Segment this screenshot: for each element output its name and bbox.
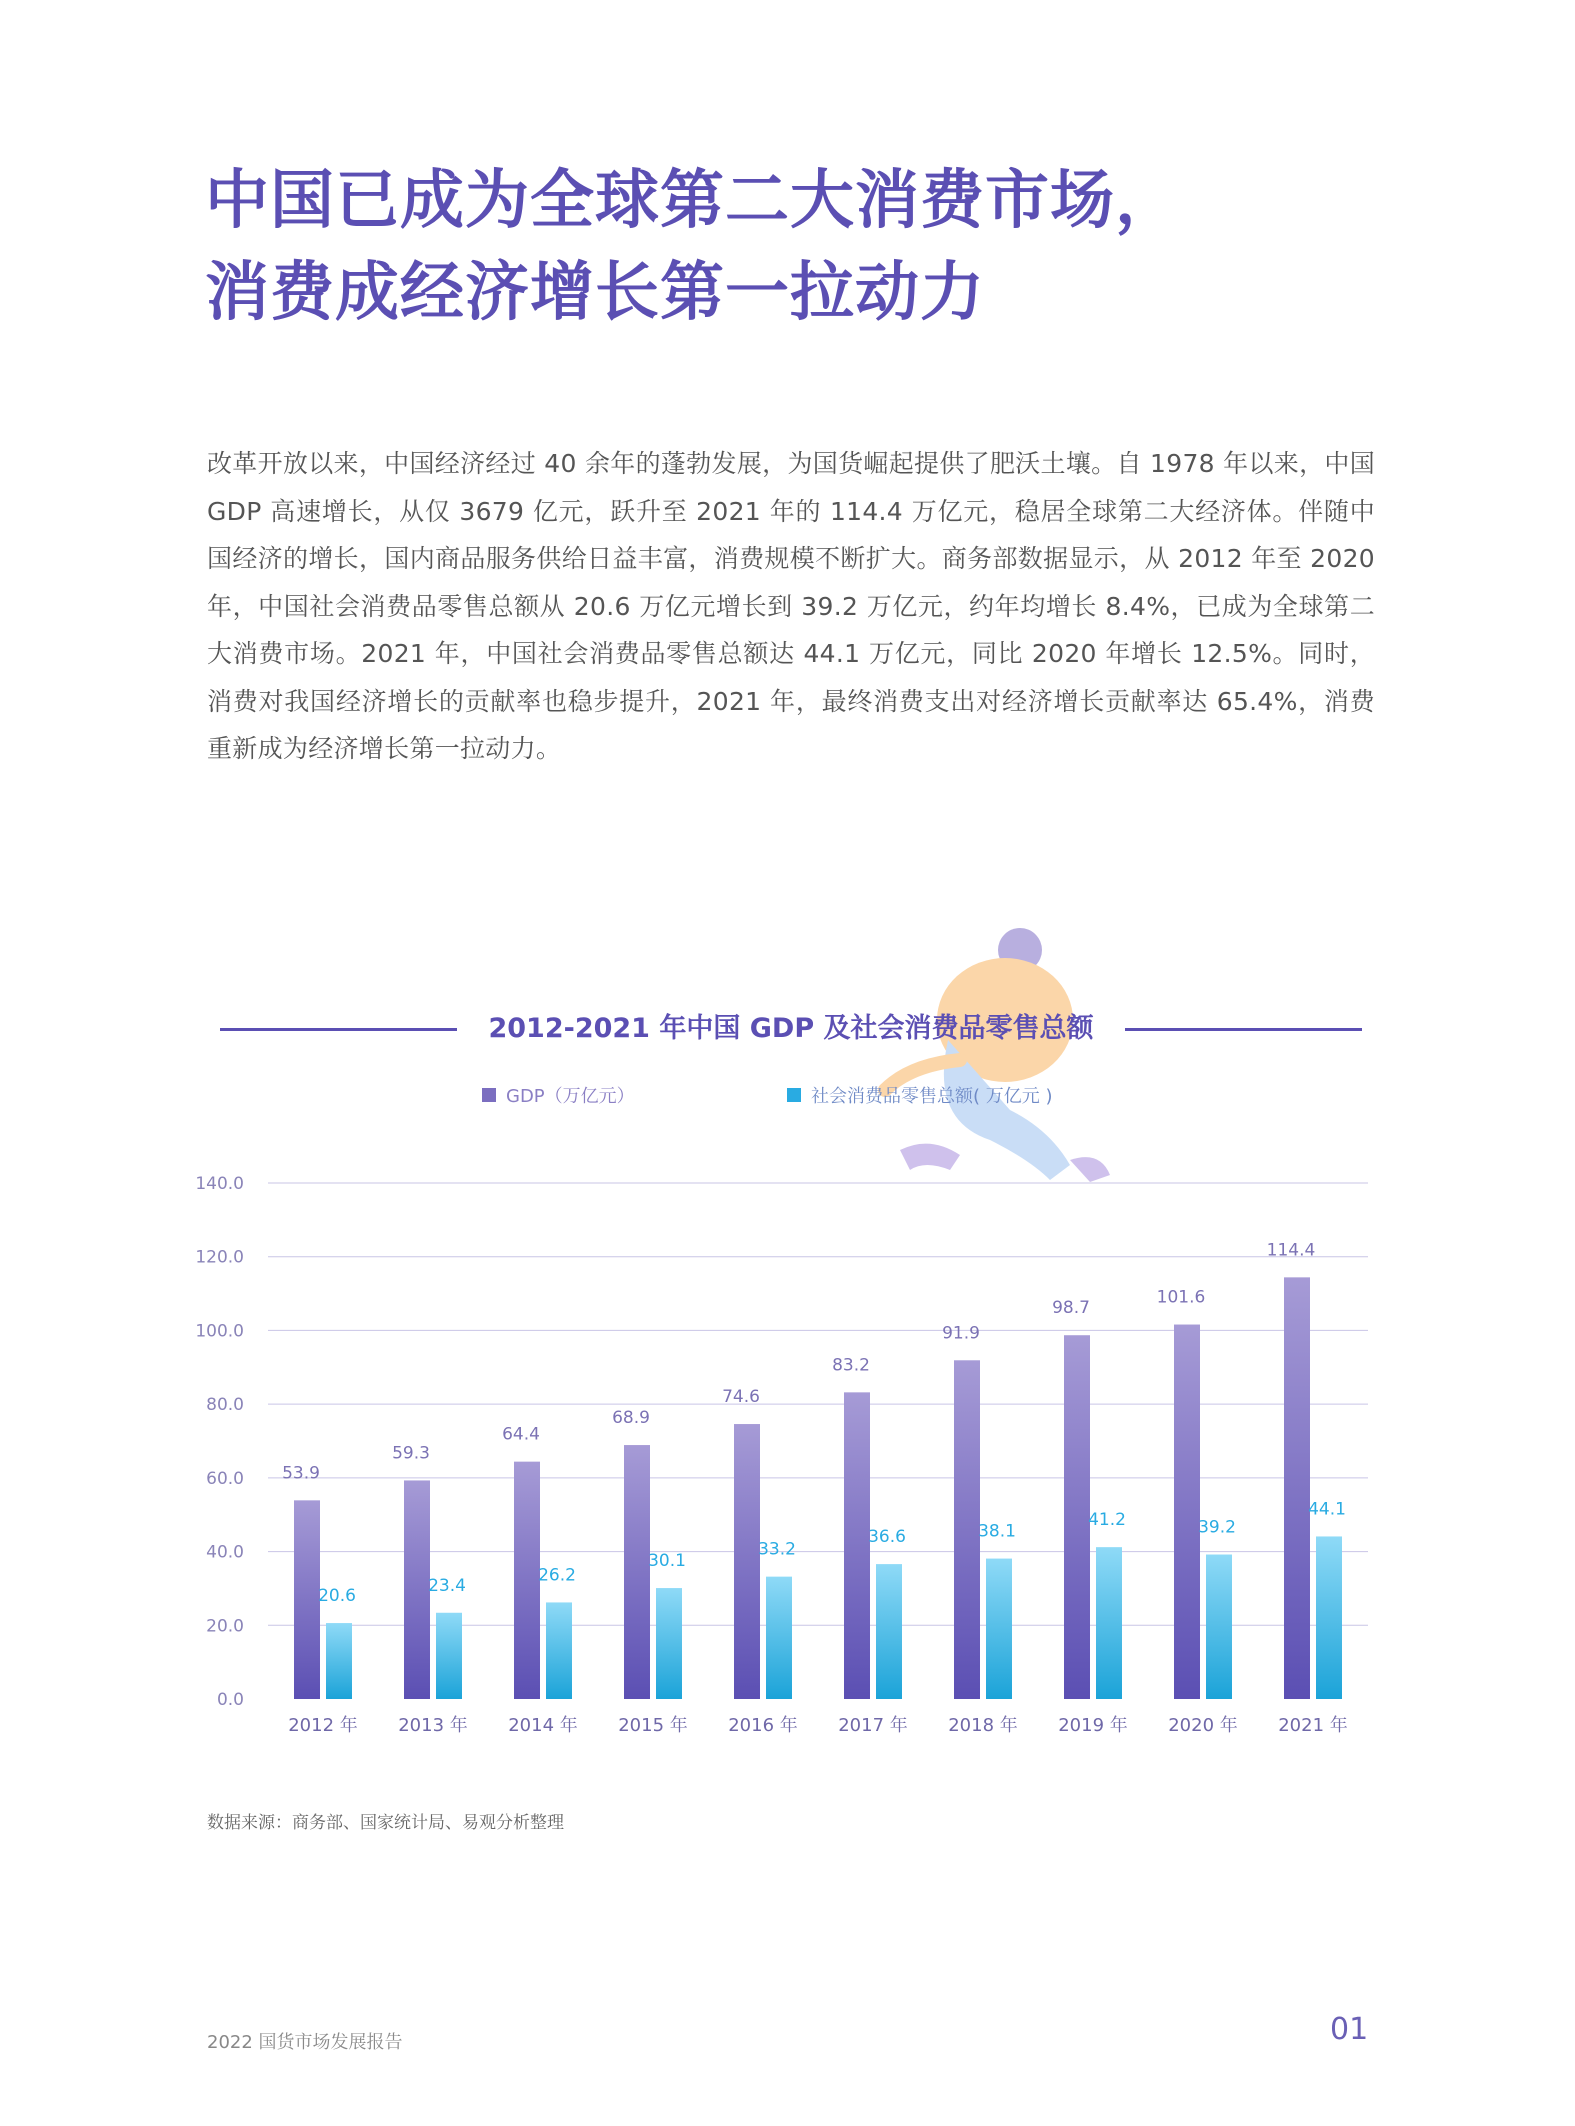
bar-gdp bbox=[1174, 1325, 1200, 1699]
bar-gdp bbox=[954, 1360, 980, 1699]
data-label-retail: 33.2 bbox=[758, 1539, 796, 1560]
bar-retail bbox=[326, 1623, 352, 1699]
bar-retail bbox=[546, 1602, 572, 1699]
bar-retail bbox=[1096, 1547, 1122, 1699]
data-label-gdp: 64.4 bbox=[502, 1424, 540, 1445]
body-paragraph: 改革开放以来，中国经济经过 40 余年的蓬勃发展，为国货崛起提供了肥沃土壤。自 1978 年以来，中国 GDP 高速增长，从仅 3679 亿元，跃升至 2021 年的 114.4 万亿元，稳居全球第二大经济体。伴随中国经济的增长，国内商品服务供给日益丰富，消费规模不断扩大。商务部数据显示，从 2012 年至 2020 年，中国社会消费品零售总额从 20.6 万亿元增长到 39.2 万亿元，约年均增长 8.4%，已成为全球第二大消费市场。2021 年，中国社会消费品零售总额达 44.1 万亿元，同比 2020 年增长 12.5%。同时，消费对我国经济增长的贡献率也稳步提升，2021 年，最终消费支出对经济增长贡献率达 65.4%，消费重新成为经济增长第一拉动力。 bbox=[207, 449, 1375, 763]
bar-retail bbox=[656, 1588, 682, 1699]
data-label-retail: 26.2 bbox=[538, 1565, 576, 1586]
data-label-retail: 44.1 bbox=[1308, 1499, 1346, 1520]
data-label-retail: 39.2 bbox=[1198, 1517, 1236, 1538]
data-label-retail: 30.1 bbox=[648, 1551, 686, 1572]
data-label-gdp: 59.3 bbox=[392, 1443, 430, 1464]
bar-retail bbox=[986, 1559, 1012, 1699]
bar-gdp bbox=[1064, 1335, 1090, 1699]
bar-gdp bbox=[404, 1480, 430, 1699]
y-tick-label: 100.0 bbox=[195, 1321, 244, 1342]
x-tick-label: 2018 年 bbox=[948, 1715, 1018, 1736]
x-tick-label: 2020 年 bbox=[1168, 1715, 1238, 1736]
y-tick-label: 80.0 bbox=[206, 1395, 244, 1416]
data-label-retail: 20.6 bbox=[318, 1586, 356, 1607]
page-number: 01 bbox=[1330, 2012, 1369, 2047]
footer-report-name: 2022 国货市场发展报告 bbox=[207, 2032, 403, 2053]
y-tick-label: 0.0 bbox=[216, 1690, 244, 1710]
x-tick-label: 2012 年 bbox=[288, 1715, 358, 1736]
data-label-retail: 38.1 bbox=[978, 1521, 1016, 1542]
x-tick-label: 2015 年 bbox=[618, 1715, 688, 1736]
data-label-gdp: 53.9 bbox=[282, 1463, 320, 1484]
chart-title: 2012-2021 年中国 GDP 及社会消费品零售总额 bbox=[488, 1013, 1094, 1044]
data-label-retail: 41.2 bbox=[1088, 1510, 1126, 1531]
chart-bars bbox=[294, 1277, 1342, 1699]
y-tick-label: 120.0 bbox=[195, 1247, 244, 1268]
bar-retail bbox=[1316, 1536, 1342, 1699]
data-source-note: 数据来源：商务部、国家统计局、易观分析整理 bbox=[207, 1813, 564, 1833]
legend-label-gdp: GDP（万亿元） bbox=[506, 1086, 635, 1107]
y-tick-label: 20.0 bbox=[206, 1616, 244, 1637]
data-label-gdp: 98.7 bbox=[1052, 1298, 1090, 1319]
x-tick-label: 2013 年 bbox=[398, 1715, 468, 1736]
y-tick-label: 140.0 bbox=[195, 1174, 244, 1194]
data-label-gdp: 74.6 bbox=[722, 1387, 760, 1408]
legend-label-retail: 社会消费品零售总额( 万亿元 ) bbox=[811, 1086, 1053, 1107]
x-tick-label: 2019 年 bbox=[1058, 1715, 1128, 1736]
bar-gdp bbox=[514, 1462, 540, 1699]
y-tick-label: 40.0 bbox=[206, 1542, 244, 1563]
data-label-gdp: 114.4 bbox=[1266, 1240, 1316, 1261]
x-tick-label: 2016 年 bbox=[728, 1715, 798, 1736]
data-label-retail: 36.6 bbox=[868, 1527, 906, 1548]
y-tick-label: 60.0 bbox=[206, 1468, 244, 1489]
bar-retail bbox=[1206, 1555, 1232, 1699]
x-tick-label: 2014 年 bbox=[508, 1715, 578, 1736]
bar-gdp bbox=[844, 1392, 870, 1699]
data-label-gdp: 83.2 bbox=[832, 1355, 870, 1376]
data-label-gdp: 68.9 bbox=[612, 1408, 650, 1429]
x-tick-label: 2021 年 bbox=[1278, 1715, 1348, 1736]
bar-retail bbox=[436, 1613, 462, 1699]
headline-line-2: 消费成经济增长第一拉动力 bbox=[205, 256, 985, 330]
bar-gdp bbox=[624, 1445, 650, 1699]
data-label-retail: 23.4 bbox=[428, 1575, 466, 1596]
x-tick-label: 2017 年 bbox=[838, 1715, 908, 1736]
bar-gdp bbox=[734, 1424, 760, 1699]
data-label-gdp: 101.6 bbox=[1156, 1287, 1206, 1308]
bar-retail bbox=[766, 1577, 792, 1699]
bar-gdp bbox=[1284, 1277, 1310, 1699]
headline-line-1: 中国已成为全球第二大消费市场， bbox=[205, 164, 1180, 238]
bar-gdp bbox=[294, 1500, 320, 1699]
bar-retail bbox=[876, 1564, 902, 1699]
data-label-gdp: 91.9 bbox=[942, 1323, 980, 1344]
